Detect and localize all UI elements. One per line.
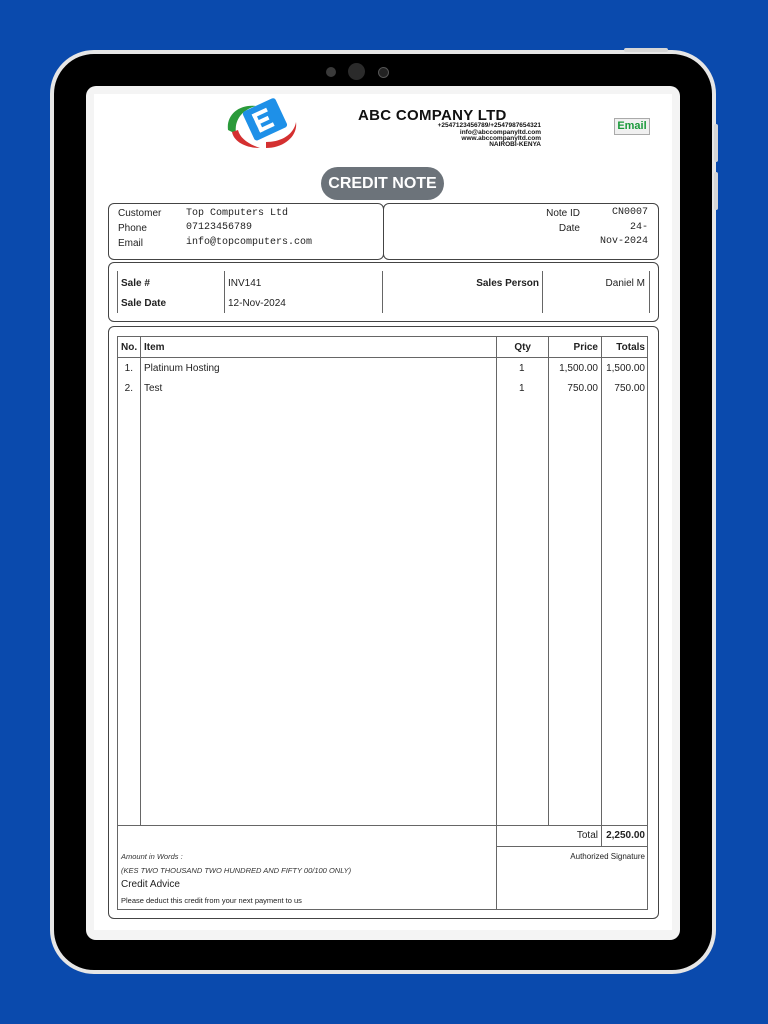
row-total: 750.00 [614,383,645,394]
sale-date-label: Sale Date [121,298,167,309]
row-qty: 1 [519,363,525,374]
company-website: www.abccompanyltd.com [461,135,541,142]
divider [496,336,497,910]
row-no: 2. [124,383,133,394]
sales-person-label: Sales Person [476,278,539,289]
signature-label: Authorized Signature [570,852,645,861]
email-value: info@topcomputers.com [186,237,313,248]
row-qty: 1 [519,383,525,394]
sensor-icon [378,67,389,78]
sale-no-value: INV141 [228,278,262,289]
header-item: Item [144,342,165,353]
divider [224,271,225,313]
email-button[interactable]: Email [614,118,650,135]
total-label: Total [576,830,598,841]
header-no: No. [121,342,138,353]
sensor-icon [326,67,336,77]
customer-label: Customer [118,208,162,219]
camera-icon [348,63,365,80]
sale-no-label: Sale # [121,278,150,289]
header-totals: Totals [616,342,645,353]
divider [542,271,543,313]
customer-value: Top Computers Ltd [186,208,289,219]
row-no: 1. [124,363,133,374]
divider [117,825,648,826]
email-label: Email [118,238,144,249]
company-logo-icon [220,96,302,152]
divider [117,271,118,313]
divider [649,271,650,313]
divider [496,846,648,847]
phone-value: 07123456789 [186,222,253,233]
total-value: 2,250.00 [606,830,645,841]
amount-words-value: (KES TWO THOUSAND TWO HUNDRED AND FIFTY 00/100 ONLY) [121,866,352,875]
divider [140,336,141,825]
row-price: 750.00 [567,383,598,394]
sale-date-value: 12-Nov-2024 [228,298,286,309]
divider [601,336,602,846]
date-value-line1: 24- [629,222,648,233]
credit-advice-text: Please deduct this credit from your next payment to us [121,896,302,905]
amount-words-label: Amount in Words : [121,852,183,861]
tablet-top-button [624,48,668,52]
date-value-line2: Nov-2024 [599,236,648,247]
row-total: 1,500.00 [606,363,645,374]
row-item: Test [144,383,163,394]
company-email: info@abccompanyltd.com [459,129,541,136]
tablet-volume-down-button [714,172,718,210]
company-location: NAIROBI-KENYA [489,141,541,148]
row-price: 1,500.00 [559,363,598,374]
credit-advice-label: Credit Advice [121,879,180,890]
divider [382,271,383,313]
sale-info-box [108,262,659,322]
note-id-value: CN0007 [611,207,648,218]
document-title: CREDIT NOTE [321,167,444,200]
divider [548,336,549,825]
company-phones: +2547123456789/+2547987654321 [437,122,541,129]
header-price: Price [573,342,598,353]
items-table [117,336,648,910]
company-name: ABC COMPANY LTD [358,107,507,124]
sales-person-value: Daniel M [605,278,645,289]
note-id-label: Note ID [546,208,580,219]
phone-label: Phone [118,223,147,234]
row-item: Platinum Hosting [144,363,220,374]
date-label: Date [558,223,580,234]
header-qty: Qty [514,342,531,353]
tablet-volume-up-button [714,124,718,162]
divider [117,357,648,358]
